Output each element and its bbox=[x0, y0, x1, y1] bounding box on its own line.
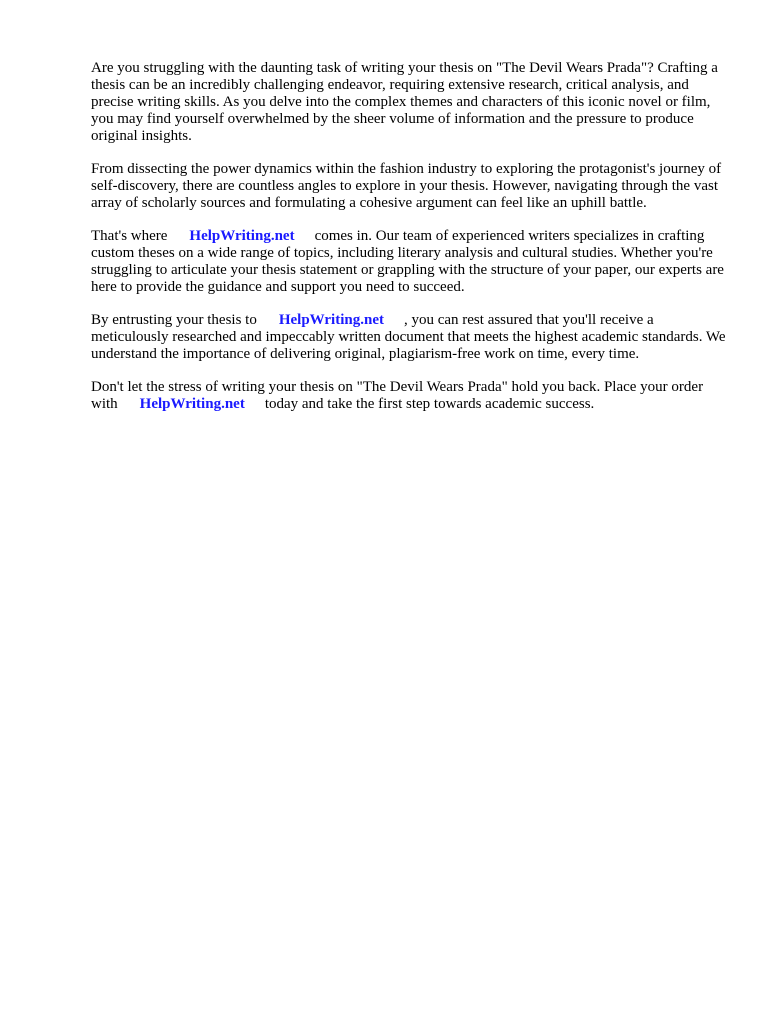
paragraph-intro bbox=[91, 60, 731, 145]
paragraph-service bbox=[91, 228, 731, 296]
paragraph-cta-rest: today and take the first step towards academic success. bbox=[264, 396, 595, 412]
paragraph-intro-text: Are you struggling with the daunting task of writing your thesis on "The Devil Wears Prada"? Crafting a thesis can be an incredibly challenging endeavor, requiring extensive research, critical analysis, and precise writing skills. As you delve into the complex themes and characters of this iconic novel or film, you may find yourself overwhelmed by the sheer volume of information and the pressure to produce original insights. bbox=[91, 60, 718, 144]
helpwriting-link-2[interactable]: HelpWriting.net bbox=[278, 312, 384, 328]
paragraph-trust-rest: , you can rest assured that you'll receive a meticulously researched and impeccably written document that meets the highest academic standards. We understand the importance of delivering original, plagiarism-free work on time, every time. bbox=[91, 312, 726, 362]
paragraph-service-lead: That's where bbox=[91, 228, 168, 244]
paragraph-cta bbox=[91, 379, 731, 413]
paragraph-cta-lead: Don't let the stress of writing your thesis on "The Devil Wears Prada" hold you back. Place your order with bbox=[91, 379, 704, 412]
paragraph-service-rest: comes in. Our team of experienced writers specializes in crafting custom theses on a wide range of topics, including literary analysis and cultural studies. Whether you're struggling to articulate your thesis statement or grappling with the structure of your paper, our experts are here to provide the guidance and support you need to succeed. bbox=[91, 228, 724, 295]
paragraph-trust-lead: By entrusting your thesis to bbox=[91, 312, 257, 328]
paragraph-angles bbox=[91, 161, 731, 212]
helpwriting-link-1[interactable]: HelpWriting.net bbox=[189, 228, 295, 244]
helpwriting-link-3[interactable]: HelpWriting.net bbox=[139, 396, 245, 412]
paragraph-trust bbox=[91, 312, 731, 363]
paragraph-angles-text: From dissecting the power dynamics within the fashion industry to exploring the protagonist's journey of self-discovery, there are countless angles to explore in your thesis. However, navigating through the vast array of scholarly sources and formulating a cohesive argument can feel like an uphill battle. bbox=[91, 161, 722, 211]
